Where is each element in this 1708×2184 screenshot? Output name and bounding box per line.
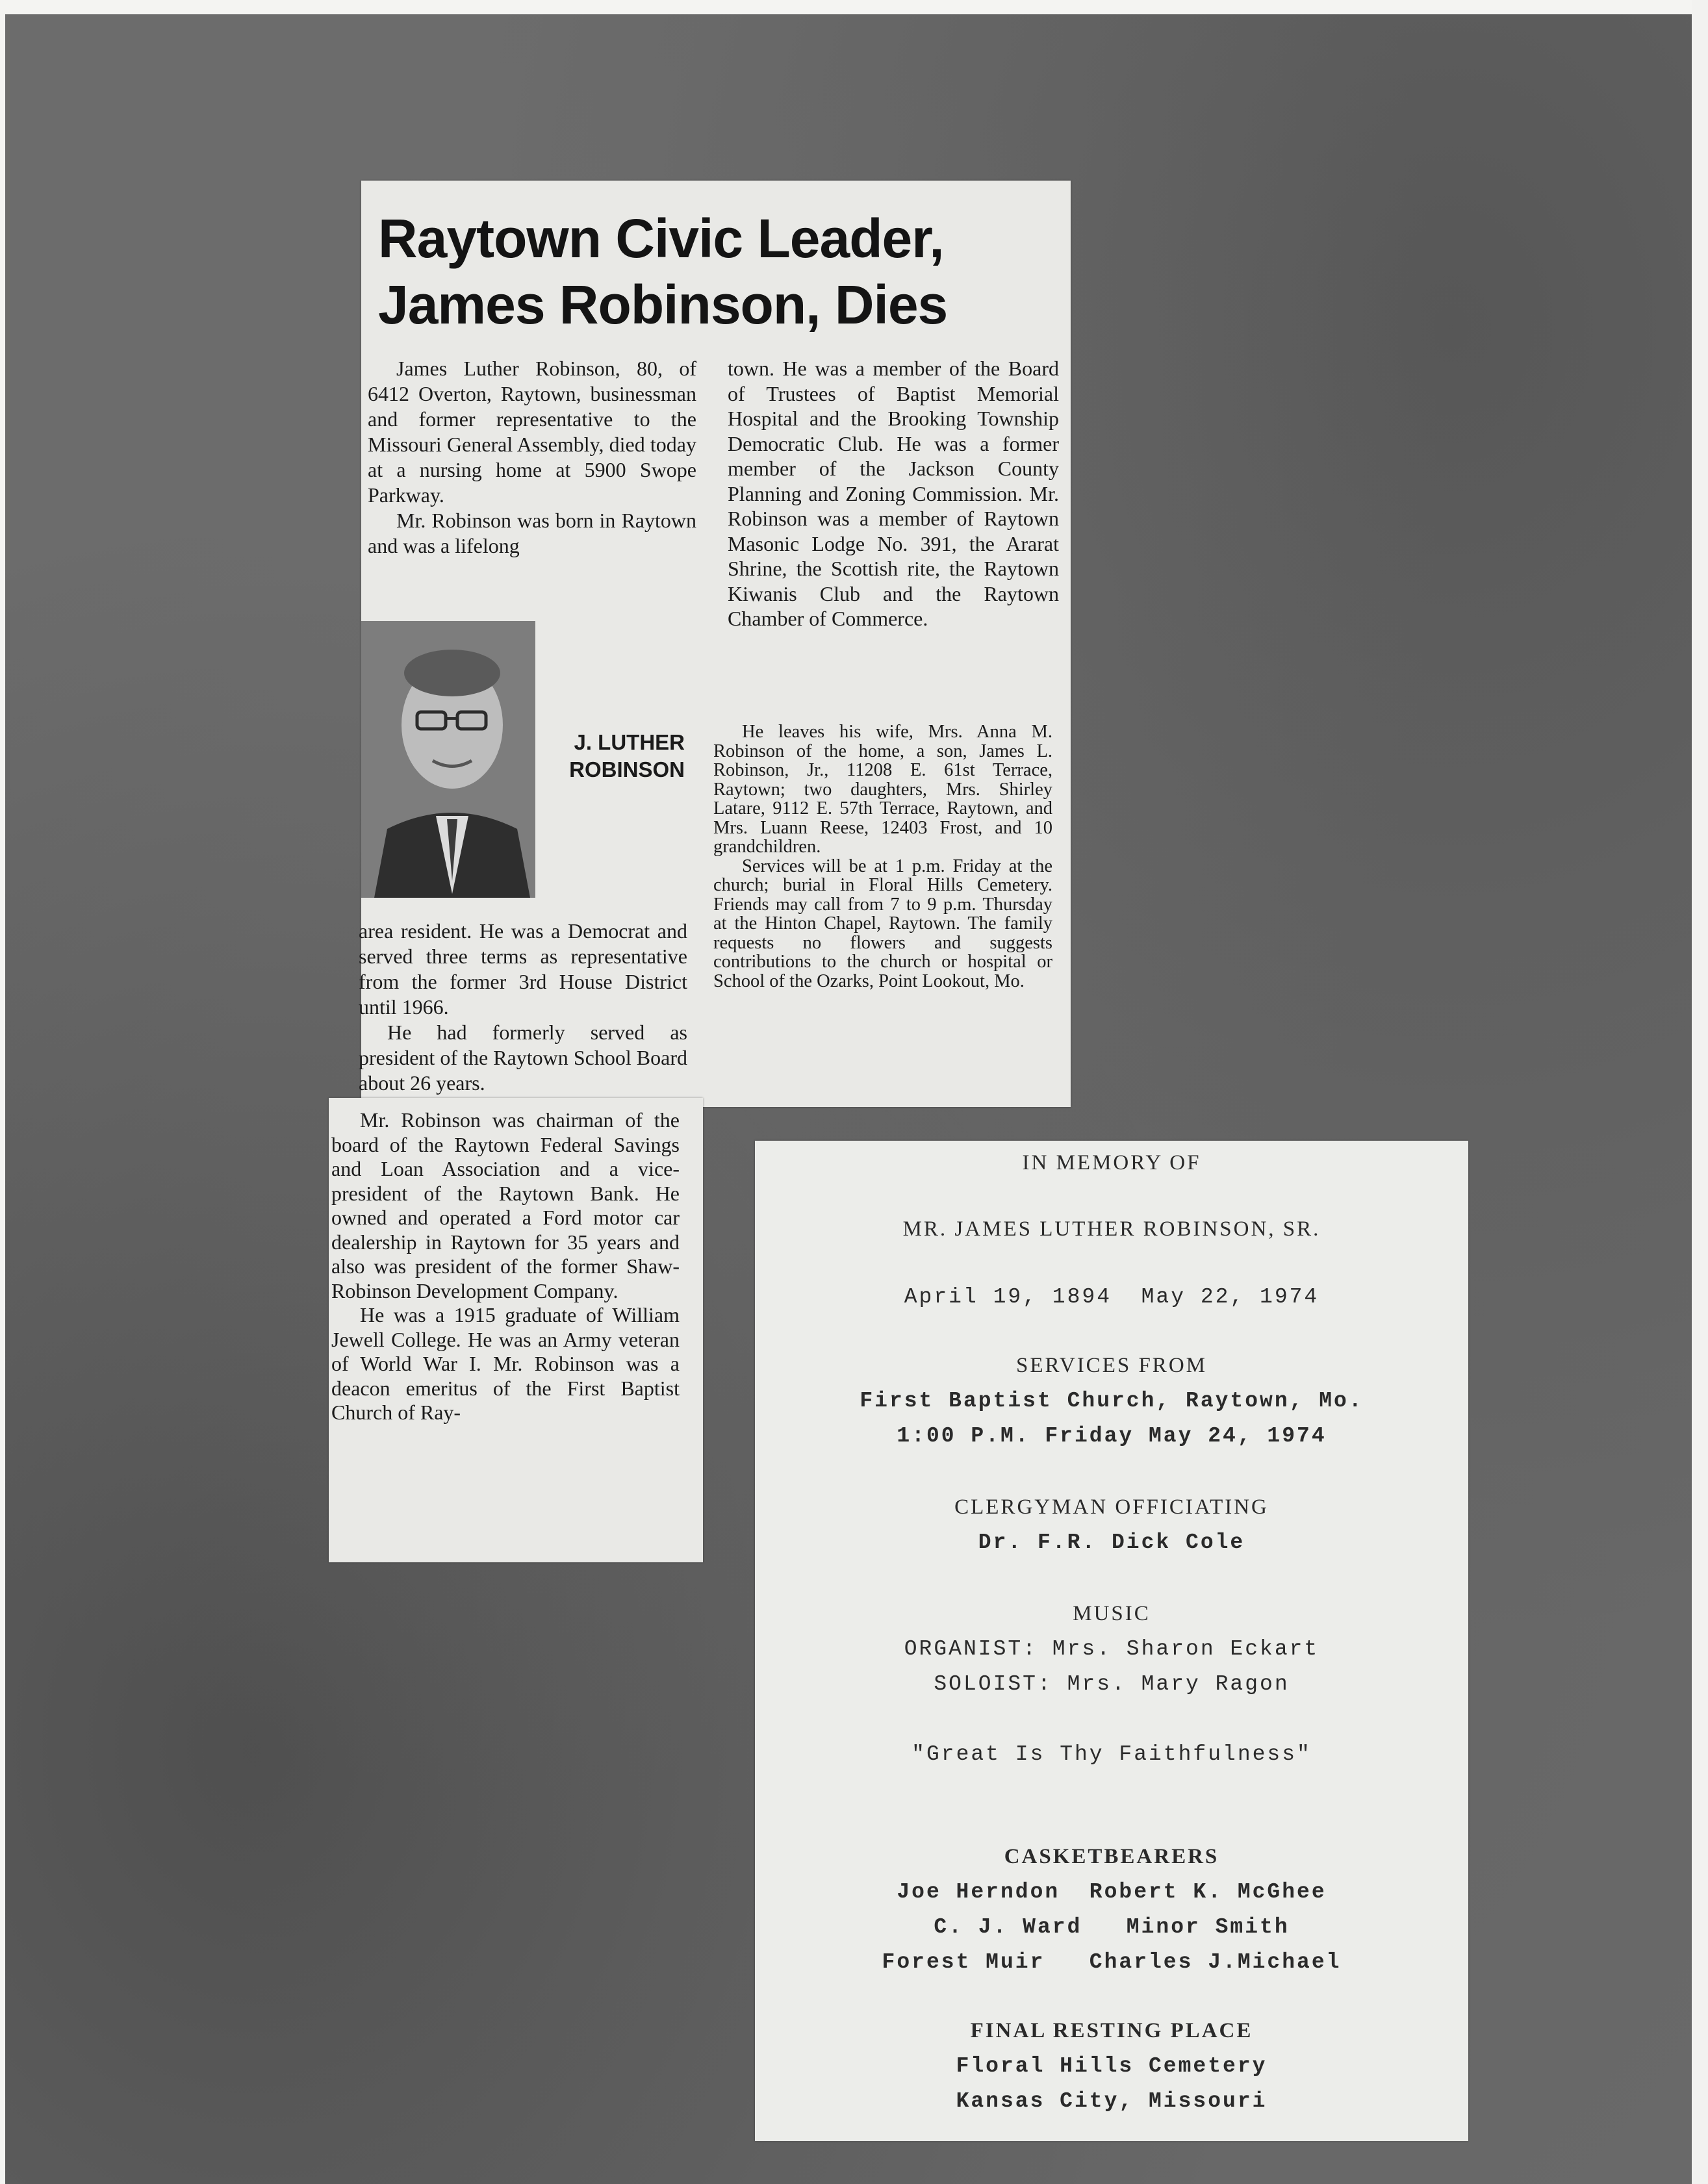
photo-caption	[543, 729, 685, 783]
casketbearers-row-1: Joe Herndon Robert K. McGhee	[897, 1880, 1327, 1904]
article-column-2b	[713, 722, 1052, 991]
caption-line-1: J. LUTHER	[574, 730, 685, 754]
article-paragraph: James Luther Robinson, 80, of 6412 Overton, Raytown, businessman and former representative to the Missouri General Assembly, died today at a nursing home at 5900 Swope Parkway.	[368, 357, 696, 507]
organist-line: ORGANIST: Mrs. Sharon Eckart	[904, 1637, 1319, 1661]
headline-line-2: James Robinson, Dies	[378, 274, 948, 335]
clergy-name: Dr. F.R. Dick Cole	[978, 1530, 1245, 1555]
caption-line-2: ROBINSON	[569, 757, 685, 781]
scan-margin-top	[0, 0, 1708, 14]
hymn-title: "Great Is Thy Faithfulness"	[911, 1742, 1312, 1766]
headline-line-1: Raytown Civic Leader,	[378, 208, 944, 269]
portrait-photo	[361, 621, 535, 898]
obituary-headline	[378, 205, 1054, 338]
resting-place: Floral Hills Cemetery	[956, 2054, 1268, 2078]
memorial-dates: April 19, 1894 May 22, 1974	[904, 1285, 1319, 1309]
casketbearers-row-3: Forest Muir Charles J.Michael	[882, 1950, 1342, 1974]
soloist-line: SOLOIST: Mrs. Mary Ragon	[934, 1672, 1290, 1696]
services-place: First Baptist Church, Raytown, Mo.	[860, 1389, 1364, 1413]
scan-margin-right	[1692, 0, 1708, 2184]
portrait-illustration	[361, 621, 535, 898]
casketbearers-row-2: C. J. Ward Minor Smith	[934, 1915, 1290, 1939]
resting-heading: FINAL RESTING PLACE	[970, 2019, 1253, 2042]
article-paragraph: area resident. He was a Democrat and served three terms as representative from the former 3rd House District until 1966.	[359, 919, 687, 1019]
resting-city: Kansas City, Missouri	[956, 2089, 1268, 2113]
article-paragraph: He was a 1915 graduate of William Jewell College. He was an Army veteran of World War I. Mr. Robinson was a deacon emeritus of the First Baptist Church of Ray-	[331, 1303, 680, 1424]
article-column-1a	[368, 356, 696, 559]
article-paragraph: town. He was a member of the Board of Trustees of Baptist Memorial Hospital and the Brooking Township Democratic Club. He was a former member of the Jackson County Planning and Zoning Commission. Mr. Robinson was a member of Raytown Masonic Lodge No. 391, the Ararat Shrine, the Scottish rite, the Raytown Kiwanis Club and the Raytown Chamber of Commerce.	[728, 357, 1059, 630]
memorial-name: MR. JAMES LUTHER ROBINSON, SR.	[902, 1217, 1321, 1241]
services-time: 1:00 P.M. Friday May 24, 1974	[897, 1424, 1327, 1448]
article-paragraph: He had formerly served as president of the Raytown School Board about 26 years.	[359, 1021, 687, 1095]
article-column-1c	[331, 1108, 680, 1425]
article-paragraph: Mr. Robinson was born in Raytown and was a lifelong	[368, 509, 696, 557]
scan-margin-left	[0, 0, 5, 2184]
music-heading: MUSIC	[1073, 1602, 1151, 1625]
article-paragraph: Services will be at 1 p.m. Friday at the church; burial in Floral Hills Cemetery. Friends may call from 7 to 9 p.m. Thursday at the Hinton Chapel, Raytown. The family requests no flowers and suggests contributions to the church or hospital or School of the Ozarks, Point Lookout, Mo.	[713, 856, 1052, 991]
casketbearers-heading: CASKETBEARERS	[1004, 1845, 1219, 1868]
article-column-2a	[728, 356, 1059, 631]
memorial-card	[755, 1141, 1468, 2141]
memorial-heading: IN MEMORY OF	[1022, 1151, 1201, 1175]
article-paragraph: He leaves his wife, Mrs. Anna M. Robinson of the home, a son, James L. Robinson, Jr., 11208 E. 61st Terrace, Raytown; two daughters, Mrs. Shirley Latare, 9112 E. 57th Terrace, Raytown, and Mrs. Luann Reese, 12403 Frost, and 10 grandchildren.	[713, 722, 1052, 857]
services-heading: SERVICES FROM	[1015, 1354, 1207, 1377]
article-column-1b	[359, 919, 687, 1096]
article-paragraph: Mr. Robinson was chairman of the board of the Raytown Federal Savings and Loan Association and a vice-president of the Raytown Bank. He owned and operated a Ford motor car dealership in Raytown for 35 years and also was president of the former Shaw-Robinson Development Company.	[331, 1108, 680, 1302]
clergy-heading: CLERGYMAN OFFICIATING	[954, 1495, 1269, 1519]
